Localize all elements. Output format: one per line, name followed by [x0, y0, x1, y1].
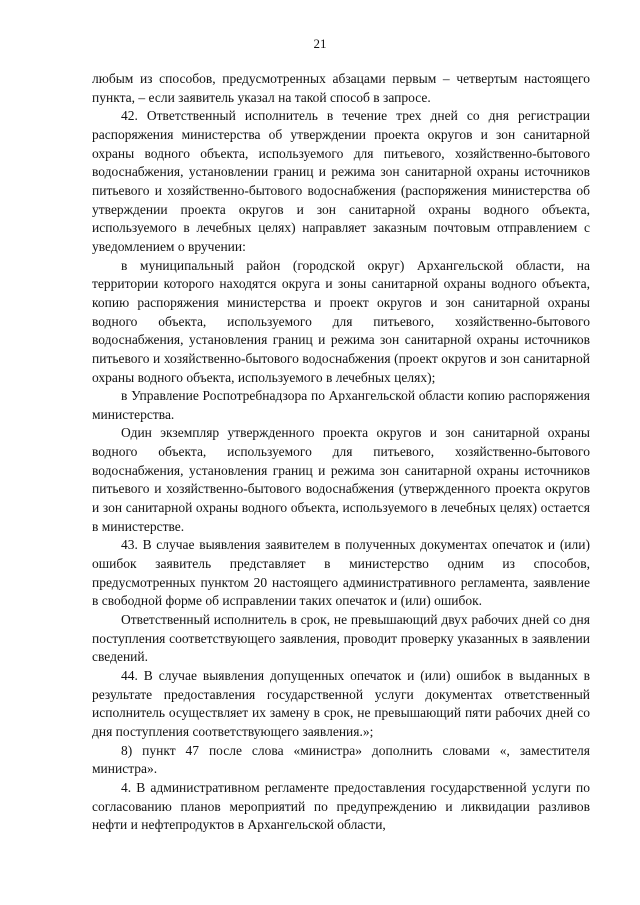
paragraph-item-43: 43. В случае выявления заявителем в полученных документах опечаток и (или) ошибок заявитель представляет в министерство одним из способов, предусмотренных пунктом 20 настоящего административного регламента, заявление в свободной форме об исправлении таких опечаток и (или) ошибок. [92, 537, 590, 609]
paragraph-recipient-municipality: в муниципальный район (городской округ) Архангельской области, на территории которого находятся округа и зоны санитарной охраны водного объекта, копию распоряжения министерства и проект округов и зон санитарной охраны водного объекта, используемого для питьевого, хозяйственно-бытового водоснабжения, установления границ и режима зон санитарной охраны источников питьевого и хозяйственно-бытового водоснабжения (проект округов и зон санитарной охраны водного объекта, используемого в лечебных целях); [92, 257, 590, 385]
paragraph-continuation: любым из способов, предусмотренных абзацами первым – четвертым настоящего пункта, – если заявитель указал на такой способ в запросе. [92, 71, 590, 105]
paragraph-recipient-rospotrebnadzor: в Управление Роспотребнадзора по Архангельской области копию распоряжения министерства. [92, 388, 590, 422]
paragraph-item-44: 44. В случае выявления допущенных опечаток и (или) ошибок в выданных в результате предоставления государственной услуги документах ответственный исполнитель осуществляет их замену в срок, не превышающий пяти рабочих дней со дня поступления соответствующего заявления.»; [92, 668, 590, 739]
paragraph-copy-retained: Один экземпляр утвержденного проекта округов и зон санитарной охраны водного объекта, используемого для питьевого, хозяйственно-бытового водоснабжения, установления границ и режима зон санитарной охраны источников питьевого и хозяйственно-бытового водоснабжения (утвержденного проекта округов и зон санитарной охраны водного объекта, используемого в лечебных целях) остается в министерстве. [92, 425, 590, 534]
page-number: 21 [313, 36, 327, 51]
paragraph-amendment-8: 8) пункт 47 после слова «министра» дополнить словами «, заместителя министра». [92, 742, 590, 777]
paragraph-item-4: 4. В административном регламенте предоставления государственной услуги по согласованию планов мероприятий по предупреждению и ликвидации разливов нефти и нефтепродуктов в Архангельской области, [92, 779, 590, 833]
document-body [92, 70, 590, 835]
paragraph-verification: Ответственный исполнитель в срок, не превышающий двух рабочих дней со дня поступления соответствующего заявления, проводит проверку указанных в заявлении сведений. [92, 612, 590, 665]
paragraph-item-42: 42. Ответственный исполнитель в течение трех дней со дня регистрации распоряжения министерства об утверждении проекта округов и зон санитарной охраны водного объекта, используемого для питьевого, хозяйственно-бытового водоснабжения, установлении границ и режима зон санитарной охраны источников питьевого и хозяйственно-бытового водоснабжения (распоряжения министерства об утверждении проекта округов и зон санитарной охраны водного объекта, используемого в лечебных целях) направляет заказным почтовым отправлением с уведомлением о вручении: [92, 108, 590, 254]
